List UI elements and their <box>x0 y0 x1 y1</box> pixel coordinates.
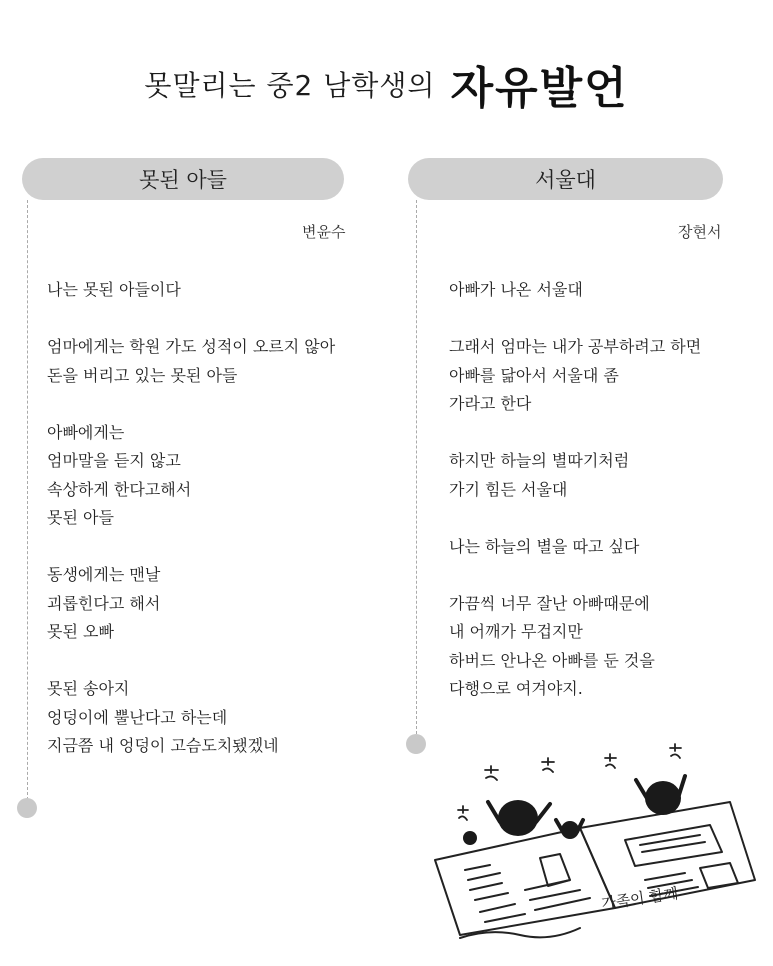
poem-title-right: 서울대 <box>408 158 723 200</box>
poem-line: 다행으로 여겨야지. <box>449 679 583 698</box>
poem-line: 못된 송아지 <box>47 679 130 698</box>
poem-stanza <box>47 419 335 533</box>
poem-title-left: 못된 아들 <box>22 158 344 200</box>
poem-line: 가라고 한다 <box>449 394 532 413</box>
poem-line: 엄마말을 듣지 않고 <box>47 451 181 470</box>
poem-stanza <box>47 276 335 305</box>
poem-line: 나는 못된 아들이다 <box>47 280 181 299</box>
poem-stanza <box>449 333 701 419</box>
poem-line: 못된 아들 <box>47 508 114 527</box>
poem-stanza <box>47 333 335 390</box>
poem-line: 그래서 엄마는 내가 공부하려고 하면 <box>449 337 702 356</box>
poem-line: 아빠를 닮아서 서울대 좀 <box>449 365 619 385</box>
family-newspaper-illustration <box>430 740 760 950</box>
poem-author-right: 장현서 <box>678 223 722 241</box>
divider-line-left <box>27 200 28 800</box>
poem-line: 못된 오빠 <box>47 622 114 641</box>
page-title <box>0 52 773 116</box>
poem-line: 하지만 하늘의 별따기처럼 <box>449 451 630 470</box>
poem-line: 엄마에게는 학원 가도 성적이 오르지 않아 <box>47 337 336 356</box>
poem-stanza <box>449 447 701 504</box>
poem-line: 아빠가 나온 서울대 <box>449 280 583 299</box>
poem-stanza <box>449 590 701 704</box>
poem-line: 내 어깨가 무겁지만 <box>449 622 583 641</box>
title-prefix: 못말리는 중2 남학생의 <box>144 69 436 102</box>
poem-stanza <box>449 276 701 305</box>
poem-line: 가기 힘든 서울대 <box>449 479 568 499</box>
illustration-caption: 가족이 함께 <box>600 884 680 913</box>
divider-line-right <box>416 200 417 734</box>
poem-line: 지금쯤 내 엉덩이 고슴도치됐겠네 <box>47 736 279 755</box>
poem-line: 속상하게 한다고해서 <box>47 479 192 499</box>
poem-line: 아빠에게는 <box>47 422 125 442</box>
poem-line: 하버드 안나온 아빠를 둔 것을 <box>449 650 655 670</box>
poem-line: 나는 하늘의 별을 따고 싶다 <box>449 536 640 556</box>
poem-line: 괴롭힌다고 해서 <box>47 593 161 613</box>
poem-author-left: 변윤수 <box>302 223 346 241</box>
poem-line: 동생에게는 맨날 <box>47 565 161 584</box>
poem-body-right <box>449 276 701 732</box>
title-main: 자유발언 <box>450 63 629 114</box>
divider-dot-left <box>17 798 37 818</box>
poem-body-left <box>47 276 335 789</box>
poem-stanza <box>47 675 335 761</box>
poem-line: 엉덩이에 뿔난다고 하는데 <box>47 707 228 727</box>
poem-line: 돈을 버리고 있는 못된 아들 <box>47 365 238 385</box>
poem-stanza <box>449 533 701 562</box>
divider-dot-right <box>406 734 426 754</box>
poem-stanza <box>47 561 335 647</box>
poem-line: 가끔씩 너무 잘난 아빠때문에 <box>449 593 650 613</box>
